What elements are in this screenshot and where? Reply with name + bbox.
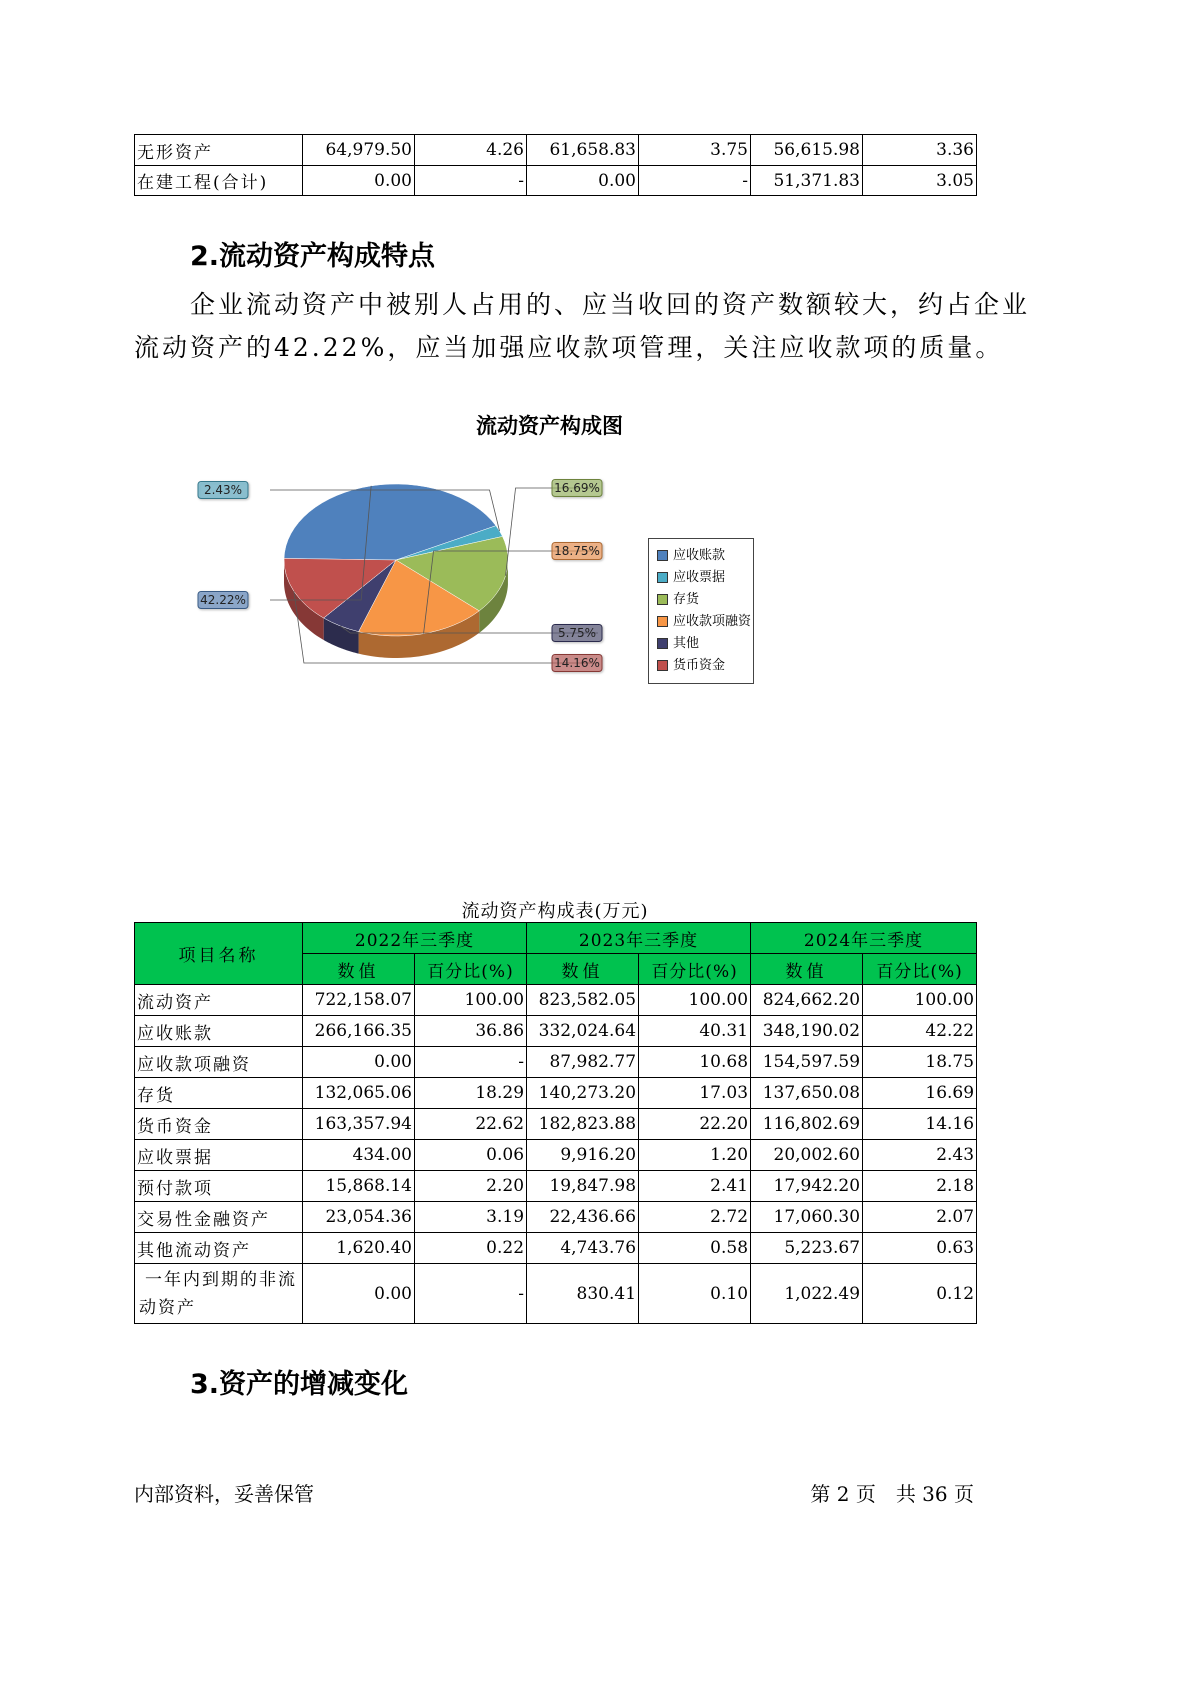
cell-pct: 2.07: [863, 1202, 977, 1233]
table-row: [135, 1202, 977, 1233]
table-row: [135, 1047, 977, 1078]
paragraph-line: 企业流动资产中被别人占用的、应当收回的资产数额较大，约占企业: [190, 290, 1031, 319]
cell-value: 56,615.98: [751, 135, 863, 166]
cell-value: 0.00: [303, 1047, 415, 1078]
pie-leader-line: [506, 488, 598, 576]
cell-pct: 0.58: [639, 1233, 751, 1264]
data-label: 14.16%: [554, 656, 600, 670]
cell-value: 830.41: [527, 1264, 639, 1324]
cell-value: 5,223.67: [751, 1233, 863, 1264]
cell-pct: 18.29: [415, 1078, 527, 1109]
row-name: 存货: [135, 1078, 303, 1109]
cell-pct: 3.19: [415, 1202, 527, 1233]
cell-value: 132,065.06: [303, 1078, 415, 1109]
row-name-line: 一年内到期的非流: [145, 1269, 297, 1290]
row-name: 其他流动资产: [135, 1233, 303, 1264]
cell-pct: 10.68: [639, 1047, 751, 1078]
row-name: 交易性金融资产: [135, 1202, 303, 1233]
legend-item: [657, 589, 745, 611]
cell-pct: 100.00: [863, 985, 977, 1016]
legend-label: 存货: [673, 592, 700, 607]
cell-pct: 4.26: [415, 135, 527, 166]
cell-pct: 100.00: [415, 985, 527, 1016]
cell-pct: 100.00: [639, 985, 751, 1016]
legend-label: 其他: [673, 636, 700, 651]
sub-header-pct: 百分比(%): [639, 954, 751, 985]
cell-value: 182,823.88: [527, 1109, 639, 1140]
cell-value: 51,371.83: [751, 166, 863, 196]
cell-value: 23,054.36: [303, 1202, 415, 1233]
table-row: [135, 1171, 977, 1202]
cell-value: 824,662.20: [751, 985, 863, 1016]
top-table: [134, 134, 977, 196]
sub-header-value: 数值: [303, 954, 415, 985]
cell-value: 434.00: [303, 1140, 415, 1171]
cell-pct: 3.75: [639, 135, 751, 166]
table-row: [135, 1109, 977, 1140]
cell-pct: 40.31: [639, 1016, 751, 1047]
legend-item: [657, 545, 745, 567]
legend-swatch: [657, 594, 668, 605]
legend-label: 应收款项融资: [673, 614, 752, 629]
cell-value: 17,942.20: [751, 1171, 863, 1202]
row-name: 在建工程(合计): [135, 166, 303, 196]
sub-header-value: 数值: [527, 954, 639, 985]
cell-pct: 1.20: [639, 1140, 751, 1171]
row-name-line: 动资产: [139, 1297, 196, 1318]
cell-value: 348,190.02: [751, 1016, 863, 1047]
cell-value: 154,597.59: [751, 1047, 863, 1078]
legend-label: 应收票据: [673, 570, 726, 585]
legend-item: [657, 655, 745, 677]
cell-pct: 0.12: [863, 1264, 977, 1324]
legend-label: 应收账款: [673, 548, 726, 563]
table-row: [135, 1140, 977, 1171]
data-label: 42.22%: [200, 593, 246, 607]
chart-legend: [648, 538, 754, 684]
cell-pct: 14.16: [863, 1109, 977, 1140]
cell-value: 332,024.64: [527, 1016, 639, 1047]
legend-swatch: [657, 616, 668, 627]
cell-value: 137,650.08: [751, 1078, 863, 1109]
table-caption: 流动资产构成表(万元): [461, 901, 649, 922]
cell-value: 1,620.40: [303, 1233, 415, 1264]
cell-value: 61,658.83: [527, 135, 639, 166]
year-header: 2023年三季度: [527, 923, 751, 954]
cell-value: 1,022.49: [751, 1264, 863, 1324]
cell-pct: 2.72: [639, 1202, 751, 1233]
row-name: 应收款项融资: [135, 1047, 303, 1078]
cell-value: 0.00: [303, 1264, 415, 1324]
cell-pct: 2.20: [415, 1171, 527, 1202]
cell-pct: -: [415, 1047, 527, 1078]
cell-pct: -: [415, 166, 527, 196]
sub-header-pct: 百分比(%): [415, 954, 527, 985]
cell-value: 116,802.69: [751, 1109, 863, 1140]
cell-pct: 0.06: [415, 1140, 527, 1171]
table-row: [135, 1233, 977, 1264]
row-name: 应收票据: [135, 1140, 303, 1171]
table-row: [135, 166, 977, 196]
table-row: [135, 1078, 977, 1109]
header-row: [135, 923, 977, 954]
legend-swatch: [657, 660, 668, 671]
row-name: 预付款项: [135, 1171, 303, 1202]
legend-swatch: [657, 550, 668, 561]
cell-value: 87,982.77: [527, 1047, 639, 1078]
cell-pct: 16.69: [863, 1078, 977, 1109]
sub-header-value: 数值: [751, 954, 863, 985]
cell-pct: 22.20: [639, 1109, 751, 1140]
cell-value: 4,743.76: [527, 1233, 639, 1264]
cell-pct: 3.05: [863, 166, 977, 196]
data-label: 5.75%: [557, 626, 597, 640]
footer-page-number: 第 2 页 共 36 页: [810, 1482, 974, 1506]
section-heading: 2.流动资产构成特点: [190, 241, 436, 272]
legend-item: [657, 567, 745, 589]
cell-pct: 36.86: [415, 1016, 527, 1047]
cell-value: 823,582.05: [527, 985, 639, 1016]
cell-pct: 22.62: [415, 1109, 527, 1140]
cell-pct: 17.03: [639, 1078, 751, 1109]
paragraph-line: 流动资产的42.22%，应当加强应收款项管理，关注应收款项的质量。: [134, 333, 1004, 362]
row-name: 应收账款: [135, 1016, 303, 1047]
header-item: 项目名称: [135, 923, 303, 985]
section-heading: 3.资产的增减变化: [190, 1369, 409, 1400]
legend-label: 货币资金: [673, 658, 726, 673]
legend-swatch: [657, 572, 668, 583]
cell-value: 22,436.66: [527, 1202, 639, 1233]
cell-value: 0.00: [303, 166, 415, 196]
cell-value: 20,002.60: [751, 1140, 863, 1171]
cell-value: 0.00: [527, 166, 639, 196]
row-name: 流动资产: [135, 985, 303, 1016]
cell-pct: -: [639, 166, 751, 196]
cell-pct: 2.41: [639, 1171, 751, 1202]
cell-value: 9,916.20: [527, 1140, 639, 1171]
data-label: 16.69%: [554, 481, 600, 495]
table-row: [135, 1264, 977, 1324]
cell-value: 64,979.50: [303, 135, 415, 166]
footer-left: 内部资料，妥善保管: [134, 1482, 314, 1506]
sub-header-pct: 百分比(%): [863, 954, 977, 985]
cell-pct: 0.10: [639, 1264, 751, 1324]
cell-value: 163,357.94: [303, 1109, 415, 1140]
cell-pct: 0.63: [863, 1233, 977, 1264]
table-row: [135, 135, 977, 166]
data-label: 2.43%: [203, 483, 243, 497]
main-table: [134, 922, 977, 1324]
cell-value: 15,868.14: [303, 1171, 415, 1202]
table-row: [135, 985, 977, 1016]
legend-item: [657, 611, 752, 633]
cell-pct: 2.18: [863, 1171, 977, 1202]
cell-pct: 18.75: [863, 1047, 977, 1078]
cell-value: 266,166.35: [303, 1016, 415, 1047]
cell-value: 17,060.30: [751, 1202, 863, 1233]
table-row: [135, 1016, 977, 1047]
cell-value: 19,847.98: [527, 1171, 639, 1202]
row-name: 无形资产: [135, 135, 303, 166]
cell-value: 140,273.20: [527, 1078, 639, 1109]
cell-pct: 0.22: [415, 1233, 527, 1264]
data-label: 18.75%: [554, 544, 600, 558]
year-header: 2024年三季度: [751, 923, 977, 954]
cell-pct: 2.43: [863, 1140, 977, 1171]
cell-pct: 3.36: [863, 135, 977, 166]
cell-pct: 42.22: [863, 1016, 977, 1047]
chart-title: 流动资产构成图: [476, 414, 623, 438]
cell-value: 722,158.07: [303, 985, 415, 1016]
legend-swatch: [657, 638, 668, 649]
legend-item: [657, 633, 745, 655]
cell-pct: -: [415, 1264, 527, 1324]
row-name: 货币资金: [135, 1109, 303, 1140]
year-header: 2022年三季度: [303, 923, 527, 954]
row-name: [135, 1264, 303, 1324]
